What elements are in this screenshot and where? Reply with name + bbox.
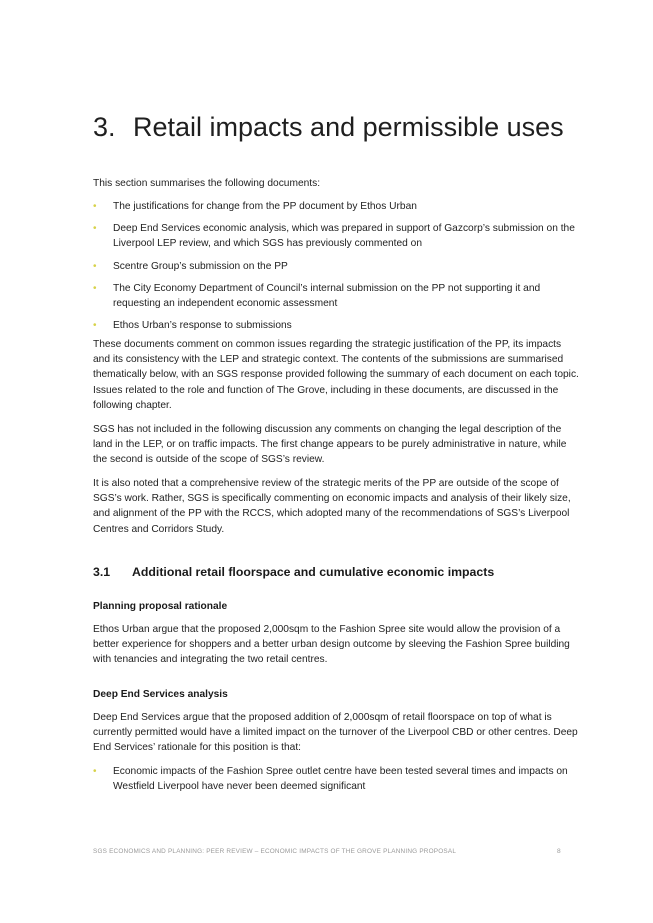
bullet-icon: •	[93, 766, 97, 777]
bullet-icon: •	[93, 320, 97, 332]
bullet-icon: •	[93, 201, 97, 212]
page-number: 8	[557, 848, 561, 855]
body-paragraph: These documents comment on common issues regarding the strategic justification of the PP, its impacts and its consistency with the LEP and strategic context. The contents of the submissions are summarised thematically below, with an SGS response provided following the summary of each document on each topic. Issues related to the role and function of The Grove, including in these documents, are discussed in the following chapter.	[93, 339, 579, 411]
chapter-heading	[93, 110, 613, 144]
body-paragraph: It is also noted that a comprehensive review of the strategic merits of the PP are outside of the scope of SGS’s work. Rather, SGS is specifically commenting on economic impacts and analysis of their likely size, and alignment of the PP with the RCCS, which adopted many of the recommendations of SGS’s Liverpool Centres and Corridors Study.	[93, 478, 571, 535]
chapter-number: 3.	[93, 112, 116, 142]
body-paragraph: SGS has not included in the following discussion any comments on changing the legal description of the land in the LEP, or on traffic impacts. The first change appears to be purely administrative in nature, while the second is outside of the scope of SGS’s review.	[93, 424, 567, 466]
list-item: • Scentre Group’s submission on the PP	[93, 259, 579, 274]
section-title: Additional retail floorspace and cumulative economic impacts	[132, 565, 495, 579]
body-paragraph: Deep End Services argue that the proposed addition of 2,000sqm of retail floorspace on top of what is currently permitted would have a limited impact on the turnover of the Liverpool CBD or other centres. Deep End Services’ rationale for this position is that:	[93, 712, 578, 754]
subsection-heading: Deep End Services analysis	[93, 689, 228, 700]
page-footer: SGS ECONOMICS AND PLANNING: PEER REVIEW – ECONOMIC IMPACTS OF THE GROVE PLANNING PROPOSAL	[93, 848, 457, 855]
list-item: • Ethos Urban’s response to submissions	[93, 318, 579, 333]
rationale-list	[93, 764, 579, 794]
chapter-title: Retail impacts and permissible uses	[133, 112, 564, 142]
body-paragraph: Ethos Urban argue that the proposed 2,000sqm to the Fashion Spree site would allow the provision of a better experience for shoppers and a better urban design outcome by sleeving the Fashion Spree building with tenancies and integrating the two retail centres.	[93, 624, 570, 666]
section-number: 3.1	[93, 565, 111, 579]
document-list	[93, 199, 579, 333]
section-heading	[93, 564, 593, 580]
list-item: • The justifications for change from the PP document by Ethos Urban	[93, 199, 579, 214]
bullet-icon: •	[93, 260, 97, 272]
intro-paragraph: This section summarises the following documents:	[93, 178, 321, 189]
list-item: • Deep End Services economic analysis, which was prepared in support of Gazcorp’s submission on the Liverpool LEP review, and which SGS has previously commented on	[93, 223, 575, 250]
list-item: • Economic impacts of the Fashion Spree outlet centre have been tested several times and impacts on Westfield Liverpool have never been deemed significant	[93, 766, 568, 793]
list-item: • The City Economy Department of Council’s internal submission on the PP not supporting it and requesting an independent economic assessment	[93, 282, 541, 310]
subsection-heading: Planning proposal rationale	[93, 601, 228, 612]
bullet-icon: •	[93, 282, 97, 294]
bullet-icon: •	[93, 223, 97, 235]
